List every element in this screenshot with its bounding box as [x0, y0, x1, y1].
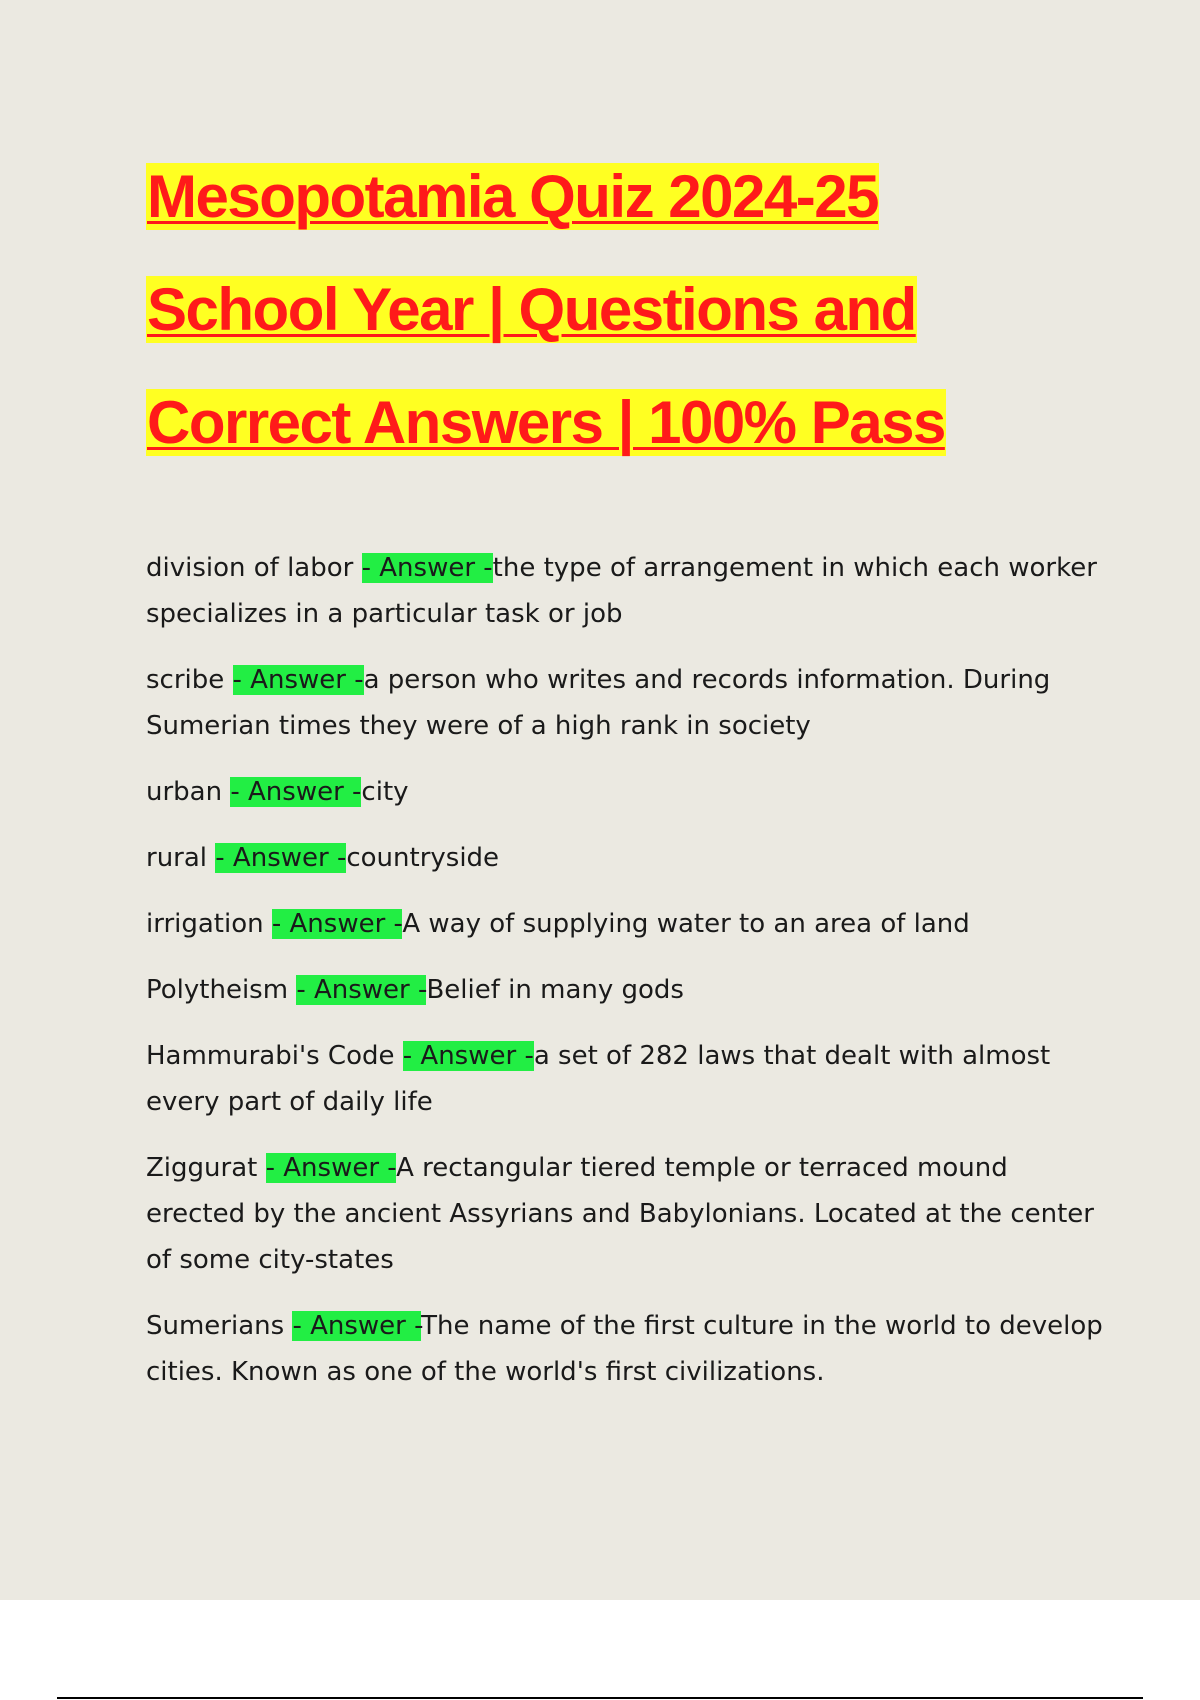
qa-term: Sumerians: [146, 1311, 285, 1341]
qa-list: [146, 545, 1106, 1415]
qa-term: division of labor: [146, 553, 354, 583]
title-line-3-text: Correct Answers | 100% Pass: [147, 389, 945, 456]
qa-definition: Belief in many gods: [426, 975, 684, 1005]
qa-item: [146, 967, 1106, 1013]
qa-definition: a set of 282 laws that dealt with almost every part of daily life: [146, 1041, 1051, 1117]
qa-definition: A rectangular tiered temple or terraced mound erected by the ancient Assyrians and Babylonians. Located at the center of some city-states: [146, 1153, 1094, 1275]
qa-item: [146, 1033, 1106, 1125]
title-line-1-text: Mesopotamia Quiz 2024-25: [147, 163, 878, 230]
qa-definition: the type of arrangement in which each worker specializes in a particular task or job: [146, 553, 1097, 629]
qa-term: Polytheism: [146, 975, 289, 1005]
qa-item: [146, 1303, 1106, 1395]
qa-item: [146, 545, 1106, 637]
qa-item: [146, 901, 1106, 947]
qa-term: urban: [146, 777, 223, 807]
title-line-3: [146, 366, 1106, 479]
qa-definition: city: [361, 777, 409, 807]
qa-term: Ziggurat: [146, 1153, 258, 1183]
answer-separator: - Answer -: [232, 665, 364, 695]
title-line-1: [146, 140, 1106, 253]
answer-separator: - Answer -: [230, 777, 362, 807]
qa-term: scribe: [146, 665, 225, 695]
page-title: [146, 140, 1106, 479]
page-bottom-rule: [57, 1697, 1143, 1699]
answer-separator: - Answer -: [271, 909, 403, 939]
qa-definition: The name of the first culture in the world to develop cities. Known as one of the world's first civilizations.: [146, 1311, 1103, 1387]
title-line-2-text: School Year | Questions and: [147, 276, 916, 343]
qa-definition: countryside: [346, 843, 500, 873]
qa-item: [146, 1145, 1106, 1283]
qa-item: [146, 769, 1106, 815]
answer-separator: - Answer -: [296, 975, 427, 1005]
answer-separator: - Answer -: [215, 843, 347, 873]
qa-definition: A way of supplying water to an area of land: [402, 909, 970, 939]
answer-separator: - Answer -: [402, 1041, 534, 1071]
title-line-2: [146, 253, 1106, 366]
answer-separator: - Answer -: [265, 1153, 397, 1183]
answer-separator: - Answer -: [361, 553, 493, 583]
qa-item: [146, 657, 1106, 749]
qa-item: [146, 835, 1106, 881]
qa-term: Hammurabi's Code: [146, 1041, 395, 1071]
qa-term: rural: [146, 843, 208, 873]
qa-term: irrigation: [146, 909, 264, 939]
qa-definition: a person who writes and records information. During Sumerian times they were of a high rank in society: [146, 665, 1051, 741]
answer-separator: - Answer -: [292, 1311, 422, 1341]
